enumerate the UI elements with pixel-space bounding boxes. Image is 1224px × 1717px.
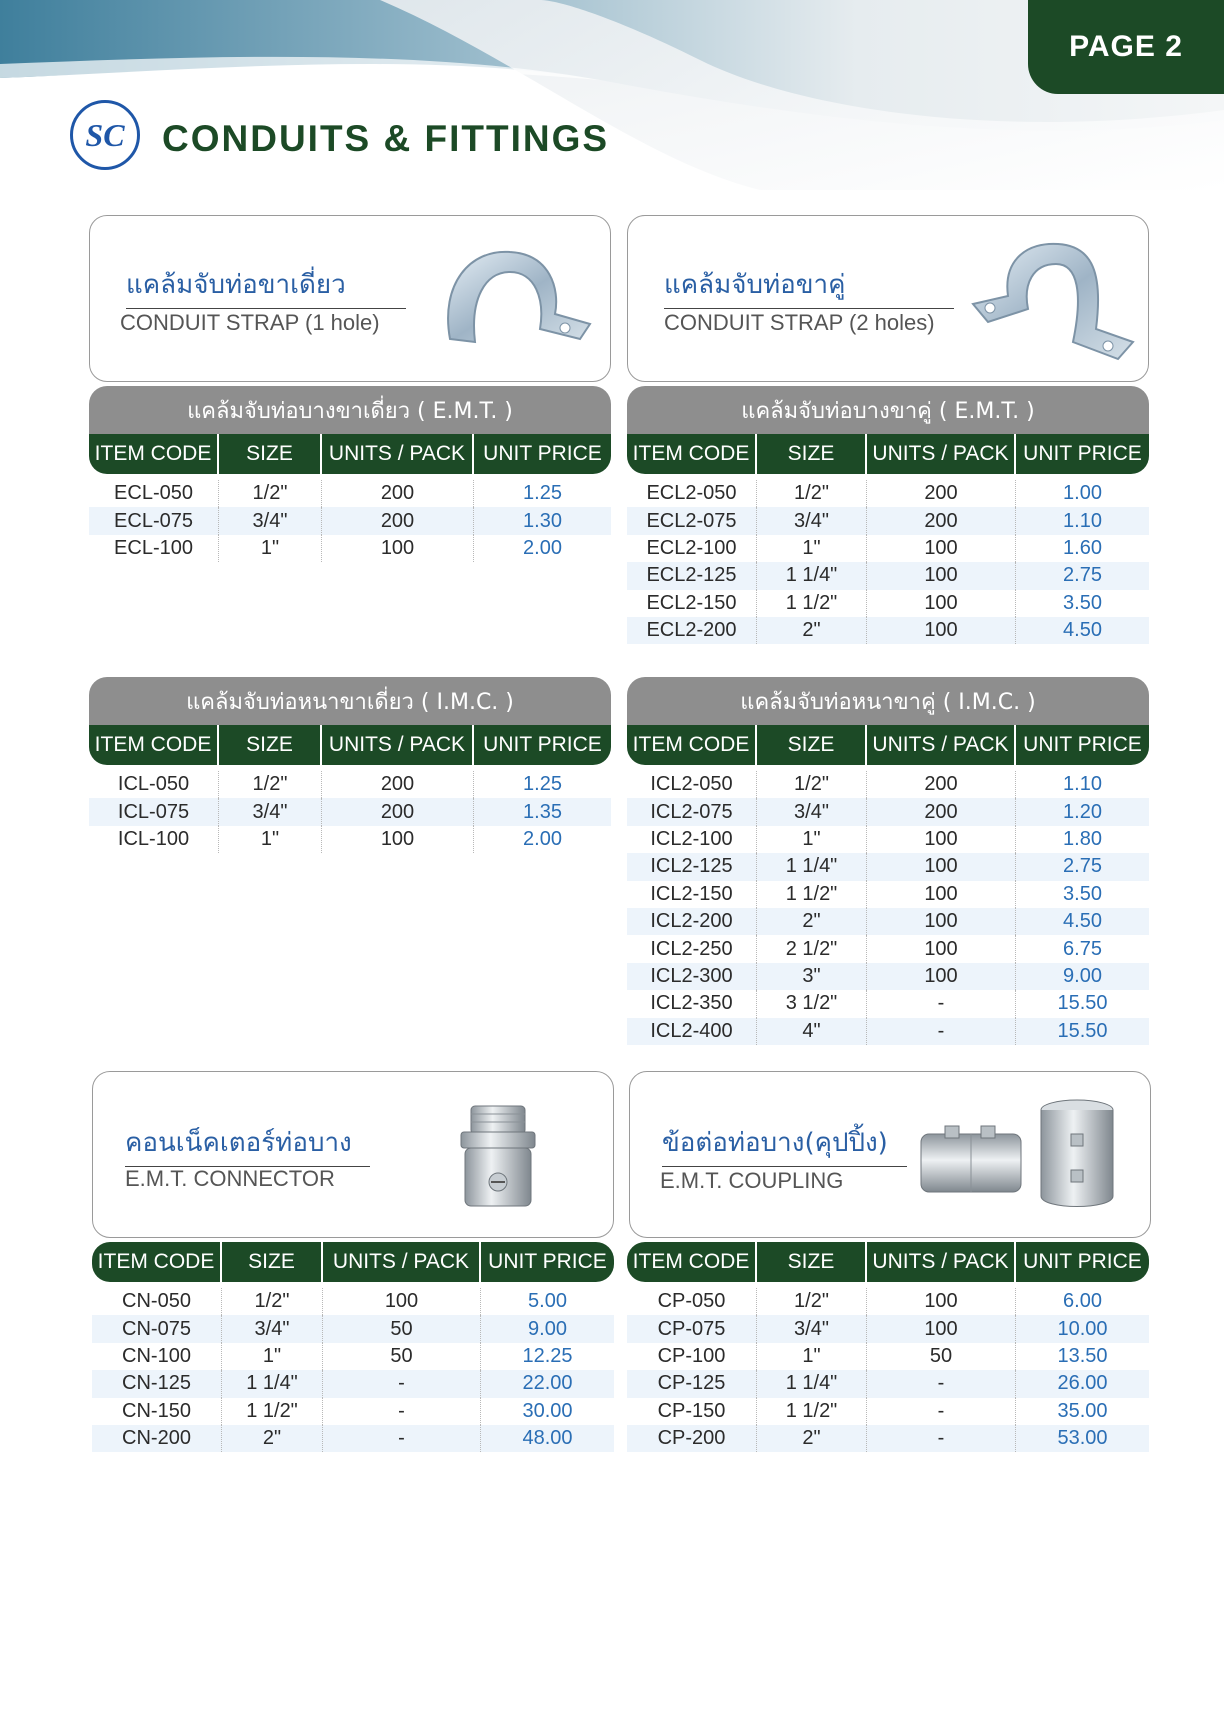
cell-units-pack: - [867,1425,1016,1452]
product-card-emt-coupling [629,1071,1151,1238]
col-size: SIZE [757,434,867,474]
table-row [627,935,1149,962]
cell-unit-price: 3.50 [1063,591,1102,614]
table-ecl2 [627,386,1149,644]
cell-size: 3" [757,963,867,990]
cell-units-pack: 200 [867,507,1016,534]
cell-units-pack: - [867,1398,1016,1425]
product-thai-name: คอนเน็คเตอร์ท่อบาง [125,1122,370,1167]
cell-unit-price: 2.75 [1063,855,1102,878]
cell-unit-price: 6.00 [1063,1290,1102,1313]
strap-2-holes-icon [968,234,1138,374]
cell-units-pack: 100 [322,535,474,562]
cell-item-code: ECL2-150 [627,590,757,617]
table-header [627,725,1149,765]
cell-unit-price: 2.00 [523,827,562,850]
cell-units-pack: - [323,1425,481,1452]
table-row [92,1343,614,1370]
col-unit-price: UNIT PRICE [1023,1250,1142,1273]
cell-units-pack: 200 [867,798,1016,825]
cell-units-pack: 50 [323,1343,481,1370]
cell-units-pack: 100 [867,853,1016,880]
cell-item-code: ICL2-400 [627,1018,757,1045]
product-english-name: E.M.T. CONNECTOR [125,1166,335,1191]
cell-unit-price: 30.00 [522,1399,573,1422]
cell-unit-price: 9.00 [1063,964,1102,987]
cell-unit-price: 1.25 [523,482,562,505]
cell-size: 1" [757,535,867,562]
cell-units-pack: 100 [867,1315,1016,1342]
cell-item-code: ECL-050 [89,480,219,507]
strap-1-hole-icon [430,244,595,364]
cell-item-code: ECL2-125 [627,562,757,589]
table-row [89,507,611,534]
col-item-code: ITEM CODE [89,725,219,765]
table-row [627,562,1149,589]
cell-unit-price: 1.10 [1063,773,1102,796]
product-english-name: CONDUIT STRAP (1 hole) [120,310,380,335]
page-title: CONDUITS & FITTINGS [162,118,610,159]
table-row [627,963,1149,990]
table-row [627,881,1149,908]
product-card-strap-1-hole [89,215,611,382]
page-number-tab: PAGE 2 [1028,0,1224,94]
cell-unit-price: 5.00 [528,1290,567,1313]
cell-size: 1" [219,826,322,853]
cell-unit-price: 10.00 [1057,1317,1108,1340]
cell-size: 1 1/2" [757,590,867,617]
cell-units-pack: 100 [867,535,1016,562]
cell-unit-price: 26.00 [1057,1372,1108,1395]
cell-size: 2" [757,617,867,644]
connector-icon [453,1102,543,1212]
cell-unit-price: 22.00 [522,1372,573,1395]
cell-item-code: ECL-075 [89,507,219,534]
cell-item-code: CN-200 [92,1425,222,1452]
cell-size: 1/2" [222,1288,323,1315]
cell-units-pack: 50 [323,1315,481,1342]
table-row [89,826,611,853]
col-units-pack: UNITS / PACK [867,434,1016,474]
cell-item-code: ECL-100 [89,535,219,562]
col-unit-price: UNIT PRICE [1023,733,1142,756]
col-units-pack: UNITS / PACK [323,1242,481,1282]
cell-item-code: CP-125 [627,1370,757,1397]
cell-size: 1 1/2" [222,1398,323,1425]
cell-item-code: ICL2-250 [627,935,757,962]
table-row [92,1288,614,1315]
cell-size: 3/4" [219,798,322,825]
cell-item-code: ICL-050 [89,771,219,798]
cell-size: 3/4" [757,1315,867,1342]
cell-size: 2" [222,1425,323,1452]
col-item-code: ITEM CODE [627,725,757,765]
cell-units-pack: 100 [867,881,1016,908]
col-item-code: ITEM CODE [92,1242,222,1282]
sc-logo: SC [70,100,140,170]
cell-unit-price: 1.10 [1063,509,1102,532]
table-row [92,1370,614,1397]
cell-unit-price: 4.50 [1063,910,1102,933]
cell-item-code: ECL2-075 [627,507,757,534]
cell-unit-price: 15.50 [1057,1019,1108,1042]
product-english-name: CONDUIT STRAP (2 holes) [664,310,935,335]
table-row [627,1398,1149,1425]
cell-item-code: ICL2-350 [627,990,757,1017]
cell-size: 3/4" [219,507,322,534]
table-title: แคล้มจับท่อหนาขาคู่ ( I.M.C. ) [627,677,1149,725]
cell-unit-price: 3.50 [1063,882,1102,905]
cell-item-code: CP-200 [627,1425,757,1452]
cell-units-pack: 200 [322,771,474,798]
cell-item-code: ECL2-200 [627,617,757,644]
cell-units-pack: - [323,1398,481,1425]
table-cp [627,1242,1149,1452]
cell-item-code: ICL2-200 [627,908,757,935]
table-row [627,535,1149,562]
table-title: แคล้มจับท่อบางขาเดี่ยว ( E.M.T. ) [89,386,611,434]
product-thai-name: แคล้มจับท่อขาเดี่ยว [126,264,406,309]
cell-item-code: ICL2-075 [627,798,757,825]
product-thai-name: แคล้มจับท่อขาคู่ [664,264,954,309]
cell-size: 2 1/2" [757,935,867,962]
cell-item-code: ICL2-300 [627,963,757,990]
cell-size: 1/2" [757,771,867,798]
cell-unit-price: 1.00 [1063,482,1102,505]
col-item-code: ITEM CODE [627,434,757,474]
table-row [627,617,1149,644]
table-row [627,1425,1149,1452]
table-row [627,1343,1149,1370]
table-row [92,1398,614,1425]
cell-unit-price: 35.00 [1057,1399,1108,1422]
table-row [92,1425,614,1452]
cell-unit-price: 48.00 [522,1427,573,1450]
table-header [92,1242,614,1282]
cell-item-code: ICL2-050 [627,771,757,798]
col-size: SIZE [222,1242,323,1282]
cell-item-code: ECL2-050 [627,480,757,507]
table-icl2 [627,677,1149,1045]
table-ecl [89,386,611,562]
table-header [627,1242,1149,1282]
table-header [627,434,1149,474]
table-title: แคล้มจับท่อบางขาคู่ ( E.M.T. ) [627,386,1149,434]
cell-unit-price: 2.00 [523,536,562,559]
col-unit-price: UNIT PRICE [483,442,602,465]
cell-size: 1 1/4" [757,853,867,880]
table-row [627,990,1149,1017]
col-size: SIZE [219,434,322,474]
col-unit-price: UNIT PRICE [488,1250,607,1273]
cell-units-pack: 100 [867,935,1016,962]
cell-units-pack: 100 [867,590,1016,617]
cell-units-pack: 100 [867,617,1016,644]
cell-units-pack: - [323,1370,481,1397]
cell-item-code: CN-150 [92,1398,222,1425]
product-card-emt-connector [92,1071,614,1238]
cell-size: 3/4" [757,507,867,534]
cell-units-pack: - [867,1018,1016,1045]
cell-unit-price: 1.60 [1063,536,1102,559]
cell-size: 1 1/4" [757,1370,867,1397]
table-row [627,1315,1149,1342]
cell-size: 1" [219,535,322,562]
cell-units-pack: 200 [322,507,474,534]
cell-size: 1" [222,1343,323,1370]
cell-units-pack: 200 [322,480,474,507]
cell-size: 1/2" [757,480,867,507]
col-units-pack: UNITS / PACK [322,725,474,765]
cell-unit-price: 53.00 [1057,1427,1108,1450]
cell-item-code: ICL2-150 [627,881,757,908]
product-card-strap-2-holes [627,215,1149,382]
cell-size: 3 1/2" [757,990,867,1017]
col-units-pack: UNITS / PACK [867,1242,1016,1282]
table-row [89,798,611,825]
product-english-name: E.M.T. COUPLING [660,1168,844,1193]
cell-units-pack: - [867,990,1016,1017]
col-item-code: ITEM CODE [89,434,219,474]
coupling-icon [915,1096,1140,1216]
col-size: SIZE [757,1242,867,1282]
table-header [89,725,611,765]
table-row [627,798,1149,825]
cell-item-code: ICL-075 [89,798,219,825]
table-row [92,1315,614,1342]
cell-units-pack: - [867,1370,1016,1397]
cell-item-code: ECL2-100 [627,535,757,562]
cell-size: 3/4" [222,1315,323,1342]
cell-item-code: CN-075 [92,1315,222,1342]
table-row [89,480,611,507]
col-size: SIZE [757,725,867,765]
cell-units-pack: 200 [322,798,474,825]
cell-size: 2" [757,908,867,935]
table-row [627,1018,1149,1045]
table-row [89,535,611,562]
cell-size: 1 1/4" [757,562,867,589]
table-row [627,507,1149,534]
cell-units-pack: 200 [867,480,1016,507]
cell-unit-price: 1.25 [523,773,562,796]
cell-units-pack: 200 [867,771,1016,798]
cell-unit-price: 1.80 [1063,827,1102,850]
cell-units-pack: 100 [323,1288,481,1315]
cell-size: 1" [757,1343,867,1370]
cell-unit-price: 15.50 [1057,992,1108,1015]
cell-size: 1/2" [219,771,322,798]
cell-item-code: CN-100 [92,1343,222,1370]
table-row [627,480,1149,507]
cell-item-code: CP-100 [627,1343,757,1370]
cell-unit-price: 12.25 [522,1344,573,1367]
col-size: SIZE [219,725,322,765]
table-title: แคล้มจับท่อหนาขาเดี่ยว ( I.M.C. ) [89,677,611,725]
cell-size: 3/4" [757,798,867,825]
cell-item-code: ICL2-125 [627,853,757,880]
cell-unit-price: 2.75 [1063,564,1102,587]
col-unit-price: UNIT PRICE [483,733,602,756]
cell-units-pack: 100 [867,826,1016,853]
col-units-pack: UNITS / PACK [867,725,1016,765]
col-item-code: ITEM CODE [627,1242,757,1282]
cell-item-code: CN-125 [92,1370,222,1397]
table-row [627,908,1149,935]
cell-size: 4" [757,1018,867,1045]
cell-size: 2" [757,1425,867,1452]
table-row [627,1370,1149,1397]
table-cn [92,1242,614,1452]
table-row [627,826,1149,853]
cell-unit-price: 1.30 [523,509,562,532]
cell-units-pack: 100 [322,826,474,853]
table-row [627,853,1149,880]
cell-unit-price: 6.75 [1063,937,1102,960]
cell-unit-price: 1.20 [1063,800,1102,823]
cell-size: 1" [757,826,867,853]
cell-size: 1 1/4" [222,1370,323,1397]
cell-units-pack: 100 [867,963,1016,990]
cell-item-code: CP-150 [627,1398,757,1425]
cell-item-code: ICL-100 [89,826,219,853]
cell-unit-price: 9.00 [528,1317,567,1340]
col-unit-price: UNIT PRICE [1023,442,1142,465]
table-row [627,771,1149,798]
cell-item-code: ICL2-100 [627,826,757,853]
cell-units-pack: 100 [867,908,1016,935]
table-row [627,1288,1149,1315]
table-icl [89,677,611,853]
table-row [627,590,1149,617]
cell-item-code: CP-050 [627,1288,757,1315]
cell-unit-price: 13.50 [1057,1344,1108,1367]
cell-units-pack: 100 [867,562,1016,589]
cell-size: 1 1/2" [757,1398,867,1425]
table-row [89,771,611,798]
cell-units-pack: 100 [867,1288,1016,1315]
cell-size: 1/2" [757,1288,867,1315]
cell-unit-price: 1.35 [523,800,562,823]
cell-unit-price: 4.50 [1063,619,1102,642]
cell-size: 1 1/2" [757,881,867,908]
cell-size: 1/2" [219,480,322,507]
table-header [89,434,611,474]
cell-item-code: CP-075 [627,1315,757,1342]
cell-item-code: CN-050 [92,1288,222,1315]
product-thai-name: ข้อต่อท่อบาง(คุปปิ้ง) [662,1122,907,1167]
col-units-pack: UNITS / PACK [322,434,474,474]
cell-units-pack: 50 [867,1343,1016,1370]
